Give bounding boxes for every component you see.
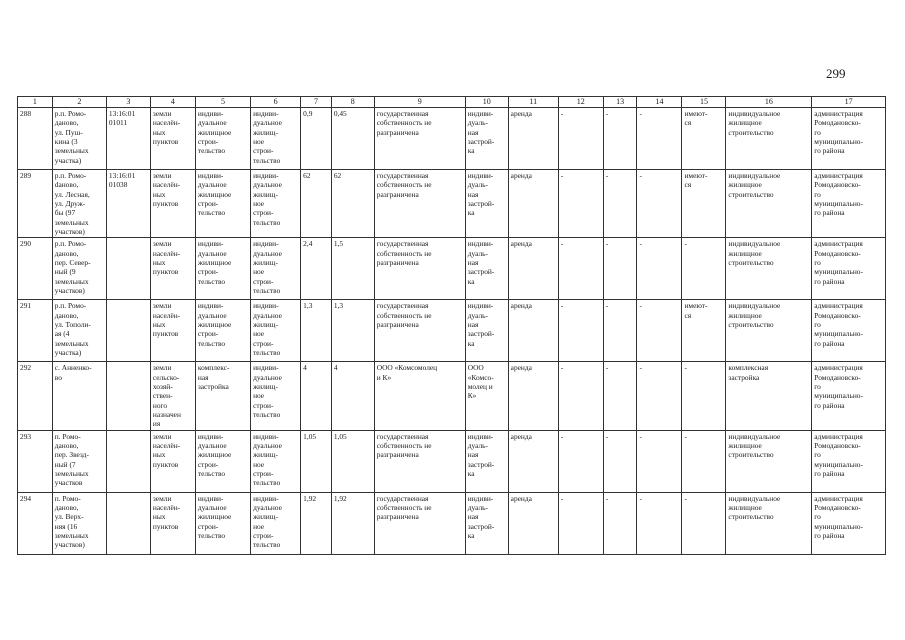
table-cell: индиви- дуальное жилищное строи- тельство	[195, 430, 250, 492]
table-row	[18, 492, 886, 554]
table-row	[18, 430, 886, 492]
table-row	[18, 108, 886, 170]
table-cell: аренда	[508, 362, 558, 430]
table-cell: индиви- дуаль- ная застрой- ка	[465, 492, 508, 554]
table-cell: -	[558, 108, 603, 170]
table-cell: государственная собственность не разграничена	[374, 300, 465, 362]
column-header: 9	[374, 97, 465, 108]
table-row	[18, 238, 886, 300]
table-cell: 1,05	[301, 430, 332, 492]
column-header: 1	[18, 97, 53, 108]
table-cell: 1,05	[331, 430, 374, 492]
table-cell: -	[637, 108, 682, 170]
table-cell: государственная собственность не разграничена	[374, 430, 465, 492]
table-cell: -	[682, 430, 726, 492]
table-cell: индивидуальное жилищное строительство	[726, 108, 812, 170]
table-cell: 289	[18, 170, 53, 238]
table-cell: индиви- дуаль- ная застрой- ка	[465, 170, 508, 238]
table-cell: с. Анненко- во	[52, 362, 106, 430]
table-cell: 1,3	[301, 300, 332, 362]
table-cell: -	[637, 430, 682, 492]
table-cell: индиви- дуаль- ная застрой- ка	[465, 430, 508, 492]
table-cell: индиви- дуальное жилищ- ное строи- тельство	[251, 300, 301, 362]
table-cell: -	[603, 300, 637, 362]
table-cell: -	[603, 362, 637, 430]
table-cell: государственная собственность не разграничена	[374, 108, 465, 170]
table-cell: индиви- дуальное жилищ- ное строи- тельство	[251, 238, 301, 300]
table-cell: 0,9	[301, 108, 332, 170]
table-cell: 292	[18, 362, 53, 430]
table-cell: -	[682, 362, 726, 430]
column-header: 5	[195, 97, 250, 108]
column-header: 15	[682, 97, 726, 108]
page-number: 299	[826, 66, 846, 81]
table-row	[18, 170, 886, 238]
table-cell	[106, 238, 150, 300]
table-cell: -	[637, 170, 682, 238]
table-cell: аренда	[508, 108, 558, 170]
table-cell: 13:16:01 01038	[106, 170, 150, 238]
table-cell: р.п. Ромо- даново, пер. Север- ный (9 земельных участков)	[52, 238, 106, 300]
column-header: 3	[106, 97, 150, 108]
table-cell: -	[558, 238, 603, 300]
table-cell: земли населён- ных пунктов	[150, 238, 195, 300]
table-cell: -	[558, 362, 603, 430]
table-cell: 1,92	[301, 492, 332, 554]
table-cell: индиви- дуальное жилищ- ное строи- тельство	[251, 362, 301, 430]
column-header: 17	[812, 97, 886, 108]
table-cell: администрация Ромодановско- го муниципально- го района	[812, 108, 886, 170]
land-plot-register-table	[17, 96, 886, 555]
table-cell: индиви- дуальное жилищ- ное строи- тельство	[251, 492, 301, 554]
table-cell: аренда	[508, 492, 558, 554]
table-cell: 62	[331, 170, 374, 238]
table-cell: индиви- дуаль- ная застрой- ка	[465, 238, 508, 300]
table-cell: 4	[301, 362, 332, 430]
column-header: 6	[251, 97, 301, 108]
table-cell: администрация Ромодановско- го муниципально- го района	[812, 492, 886, 554]
table-cell: земли населён- ных пунктов	[150, 108, 195, 170]
table-cell: 1,92	[331, 492, 374, 554]
column-header: 16	[726, 97, 812, 108]
table-cell: -	[682, 238, 726, 300]
table-cell: администрация Ромодановско- го муниципально- го района	[812, 300, 886, 362]
table-cell: администрация Ромодановско- го муниципально- го района	[812, 430, 886, 492]
table-cell	[106, 492, 150, 554]
column-header: 4	[150, 97, 195, 108]
table-row	[18, 362, 886, 430]
table-cell: аренда	[508, 238, 558, 300]
table-cell: государственная собственность не разграничена	[374, 170, 465, 238]
table-cell: аренда	[508, 170, 558, 238]
table-cell: индивидуальное жилищное строительство	[726, 430, 812, 492]
table-row	[18, 300, 886, 362]
table-cell: 291	[18, 300, 53, 362]
table-cell: администрация Ромодановско- го муниципально- го района	[812, 170, 886, 238]
table-cell: -	[637, 362, 682, 430]
table-cell: аренда	[508, 300, 558, 362]
table-cell: комплекс- ная застройка	[195, 362, 250, 430]
table-cell: р.п. Ромо- dаново, ул. Лесная, ул. Друж- бы (97 земельных участков)	[52, 170, 106, 238]
table-cell: 294	[18, 492, 53, 554]
table-cell: индивидуальное жилищное строительство	[726, 238, 812, 300]
table-cell: -	[558, 170, 603, 238]
table-cell: комплексная застройка	[726, 362, 812, 430]
table-cell: 2,4	[301, 238, 332, 300]
table-cell: индиви- дуаль- ная застрой- ка	[465, 108, 508, 170]
table-cell: п. Ромо- даново, пер. Звезд- ный (7 земельных участков	[52, 430, 106, 492]
table-cell: -	[637, 238, 682, 300]
header-row	[18, 97, 886, 108]
table-cell: земли населён- ных пунктов	[150, 170, 195, 238]
table-cell: индиви- дуальное жилищ- ное строи- тельство	[251, 170, 301, 238]
table-cell: индиви- дуальное жилищное строи- тельство	[195, 108, 250, 170]
table-cell: 1,5	[331, 238, 374, 300]
table-cell: -	[603, 108, 637, 170]
table-cell: земли населён- ных пунктов	[150, 492, 195, 554]
table-cell: аренда	[508, 430, 558, 492]
table-cell: -	[558, 492, 603, 554]
table-cell: индиви- дуальное жилищное строи- тельство	[195, 238, 250, 300]
table-cell: индиви- дуальное жилищное строи- тельство	[195, 300, 250, 362]
column-header: 10	[465, 97, 508, 108]
table-cell: 13:16:01 01011	[106, 108, 150, 170]
table-cell: 4	[331, 362, 374, 430]
table-cell: 0,45	[331, 108, 374, 170]
table-cell: -	[603, 238, 637, 300]
table-cell	[106, 362, 150, 430]
table-cell: земли населён- ных пунктов	[150, 430, 195, 492]
table-cell: индивидуальное жилищное строительство	[726, 492, 812, 554]
table-cell	[106, 430, 150, 492]
table-cell: -	[558, 300, 603, 362]
table-cell: р.п. Ромо- даново, ул. Тополи- ая (4 земельных участка)	[52, 300, 106, 362]
table-cell: п. Ромо- даново, ул. Верх- няя (16 земельных участков)	[52, 492, 106, 554]
table-cell: -	[637, 300, 682, 362]
table-cell: р.п. Ромо- даново, ул. Пуш- кина (3 земельных участка)	[52, 108, 106, 170]
table-cell: земли населён- ных пунктов	[150, 300, 195, 362]
table-cell: индивидуальное жилищное строительство	[726, 300, 812, 362]
table-cell: ООО «Комсомолец и К»	[374, 362, 465, 430]
table-cell: имеют- ся	[682, 170, 726, 238]
table-cell: -	[682, 492, 726, 554]
column-header: 11	[508, 97, 558, 108]
column-header: 13	[603, 97, 637, 108]
table-cell: 1,3	[331, 300, 374, 362]
table-cell: 290	[18, 238, 53, 300]
table-cell: -	[603, 170, 637, 238]
table-cell: имеют- ся	[682, 108, 726, 170]
table-cell: индиви- дуаль- ная застрой- ка	[465, 300, 508, 362]
table-cell: администрация Ромодановско- го муниципально- го района	[812, 238, 886, 300]
table-cell: -	[603, 492, 637, 554]
table-cell: имеют- ся	[682, 300, 726, 362]
table-cell: индиви- дуальное жилищное строи- тельство	[195, 170, 250, 238]
table-cell: государственная собственность не разграничена	[374, 238, 465, 300]
table-cell: -	[637, 492, 682, 554]
table-cell: 62	[301, 170, 332, 238]
table-cell: ООО «Комсо- молец и К»	[465, 362, 508, 430]
table-cell: -	[558, 430, 603, 492]
table-cell: индиви- дуальное жилищ- ное строи- тельство	[251, 430, 301, 492]
column-header: 7	[301, 97, 332, 108]
table-cell	[106, 300, 150, 362]
table-cell: индивидуальное жилищное строительство	[726, 170, 812, 238]
column-header: 12	[558, 97, 603, 108]
table-cell: администрация Ромодановско- го муниципально- го района	[812, 362, 886, 430]
table-cell: индиви- дуальное жилищное строи- тельство	[195, 492, 250, 554]
table-cell: -	[603, 430, 637, 492]
table-cell: государственная собственность не разграничена	[374, 492, 465, 554]
table-cell: 293	[18, 430, 53, 492]
column-header: 8	[331, 97, 374, 108]
column-header: 14	[637, 97, 682, 108]
column-header: 2	[52, 97, 106, 108]
table-cell: 288	[18, 108, 53, 170]
table-cell: индиви- дуальное жилищ- ное строи- тельство	[251, 108, 301, 170]
table-cell: земли сельско- хозяй- ствен- ного назначен ия	[150, 362, 195, 430]
